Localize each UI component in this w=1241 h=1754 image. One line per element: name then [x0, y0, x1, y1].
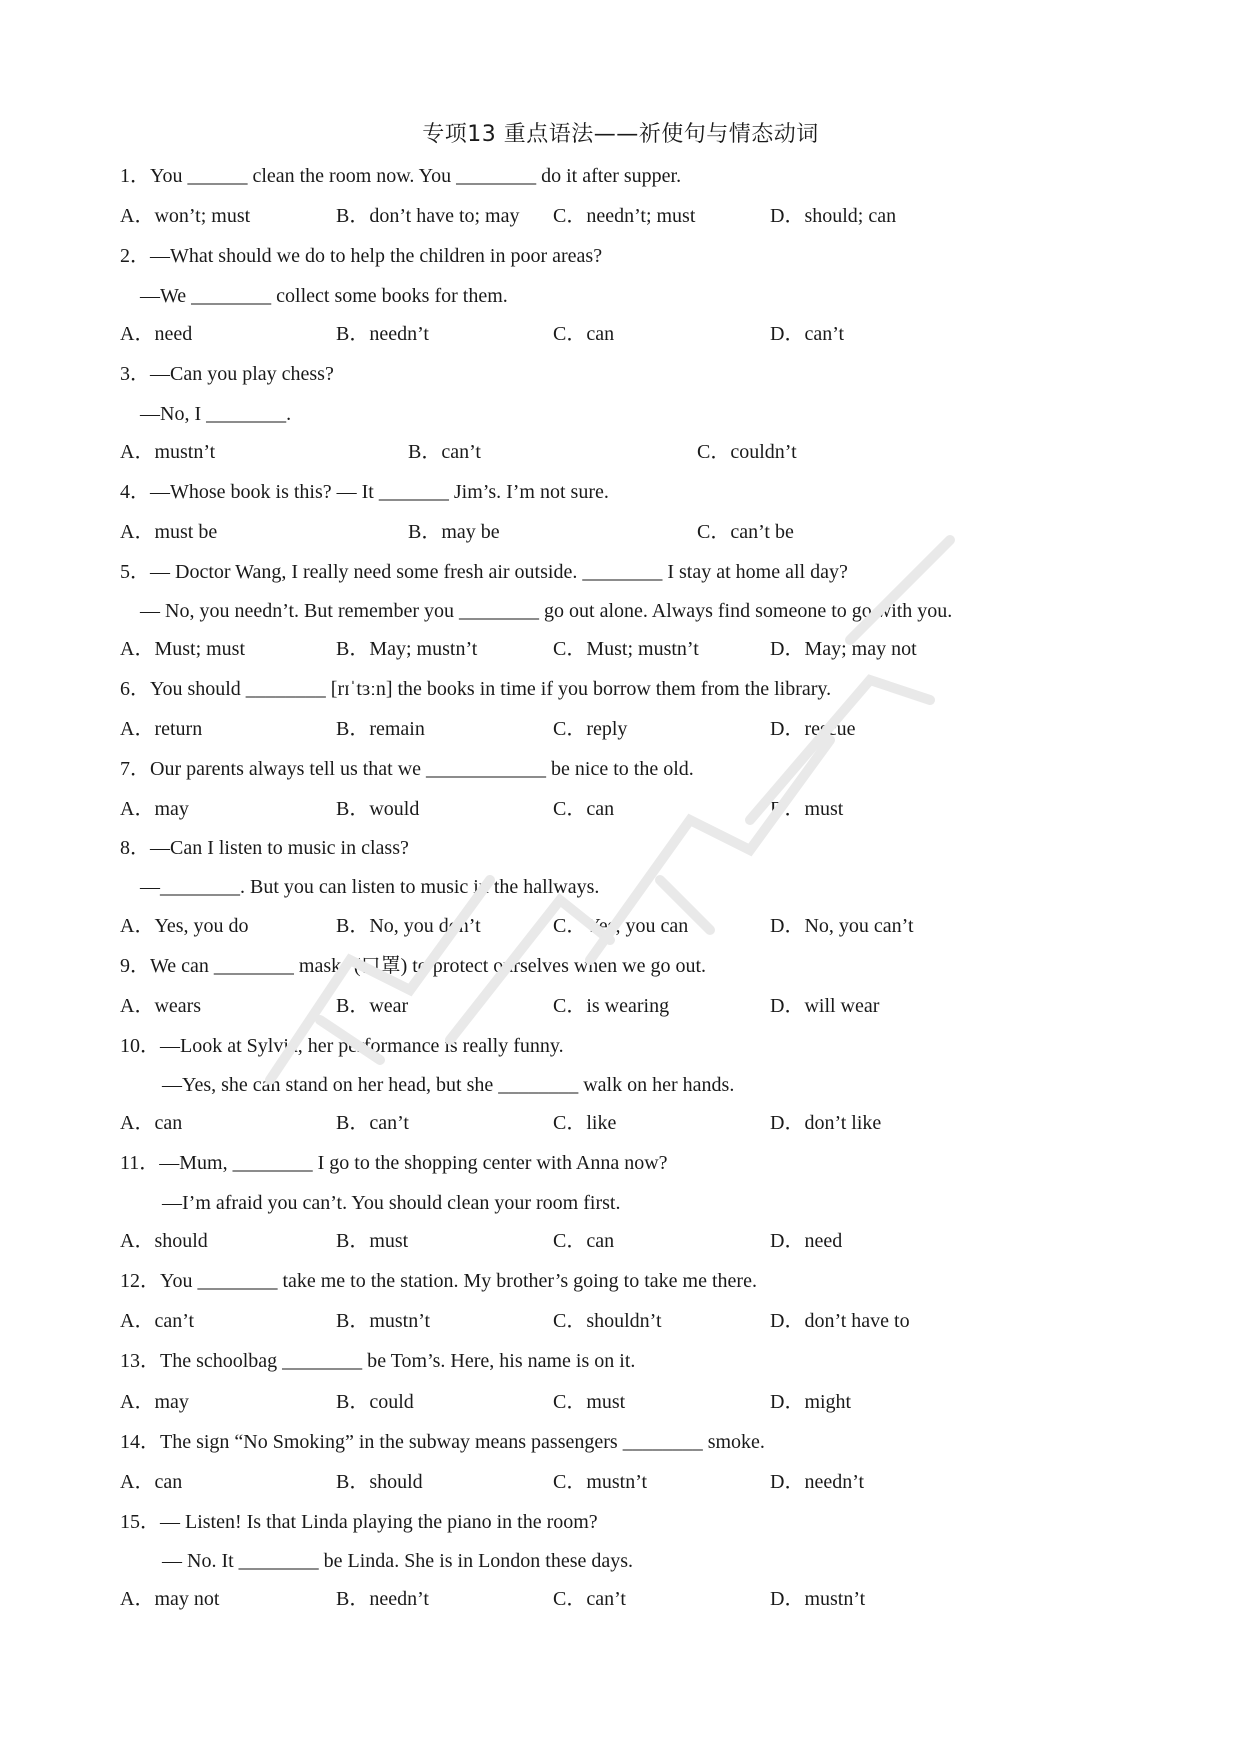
option-d[interactable]: D．can’t [770, 323, 845, 345]
question-8-reply: —________. But you can listen to music in the hallways. [140, 876, 600, 898]
option-d[interactable]: D．No, you can’t [770, 915, 914, 937]
option-b[interactable]: B．may be [408, 521, 500, 543]
question-12-stem: 12．You ________ take me to the station. My brother’s going to take me there. [120, 1270, 757, 1292]
option-d[interactable]: D．will wear [770, 995, 880, 1017]
option-b[interactable]: B．should [336, 1471, 423, 1493]
option-a[interactable]: A．wears [120, 995, 202, 1017]
question-4-options [0, 520, 1241, 544]
option-c[interactable]: C．can [553, 798, 615, 820]
question-3-reply: —No, I ________. [140, 403, 292, 425]
option-b[interactable]: B．could [336, 1391, 414, 1413]
question-1-options [0, 204, 1241, 228]
question-1-stem: 1．You ______ clean the room now. You ________ do it after supper. [120, 165, 682, 187]
option-b[interactable]: B．No, you don’t [336, 915, 481, 937]
option-a[interactable]: A．should [120, 1230, 208, 1252]
option-d[interactable]: D．don’t like [770, 1112, 882, 1134]
option-a[interactable]: A．return [120, 718, 203, 740]
option-d[interactable]: D．must [770, 798, 844, 820]
option-b[interactable]: B．remain [336, 718, 425, 740]
question-7-options [0, 797, 1241, 821]
option-b[interactable]: B．wear [336, 995, 409, 1017]
question-9-stem: 9．We can ________ masks (口罩) to protect ourselves when we go out. [120, 955, 707, 977]
question-15-stem: 15．— Listen! Is that Linda playing the piano in the room? [120, 1511, 598, 1533]
option-c[interactable]: C．shouldn’t [553, 1310, 662, 1332]
option-b[interactable]: B．must [336, 1230, 409, 1252]
option-a[interactable]: A．may not [120, 1588, 220, 1610]
option-c[interactable]: C．can’t [553, 1588, 626, 1610]
option-c[interactable]: C．couldn’t [697, 441, 797, 463]
question-4-stem: 4．—Whose book is this? — It _______ Jim’s. I’m not sure. [120, 481, 609, 503]
question-13-stem: 13．The schoolbag ________ be Tom’s. Here, his name is on it. [120, 1350, 636, 1372]
question-3-stem: 3．—Can you play chess? [120, 363, 334, 385]
option-a[interactable]: A．must be [120, 521, 218, 543]
option-c[interactable]: C．Must; mustn’t [553, 638, 699, 660]
option-d[interactable]: D．need [770, 1230, 843, 1252]
question-15-reply: — No. It ________ be Linda. She is in London these days. [162, 1550, 634, 1572]
option-b[interactable]: B．needn’t [336, 323, 429, 345]
option-c[interactable]: C．mustn’t [553, 1471, 648, 1493]
option-a[interactable]: A．can [120, 1112, 183, 1134]
option-b[interactable]: B．can’t [408, 441, 481, 463]
page-title: 专项13 重点语法——祈使句与情态动词 [422, 122, 819, 147]
option-a[interactable]: A．can’t [120, 1310, 195, 1332]
option-c[interactable]: C．needn’t; must [553, 205, 696, 227]
option-c[interactable]: C．can’t be [697, 521, 794, 543]
option-b[interactable]: B．can’t [336, 1112, 409, 1134]
option-d[interactable]: D．May; may not [770, 638, 917, 660]
option-c[interactable]: C．reply [553, 718, 628, 740]
option-d[interactable]: D．don’t have to [770, 1310, 910, 1332]
question-14-stem: 14．The sign “No Smoking” in the subway means passengers ________ smoke. [120, 1431, 765, 1453]
option-a[interactable]: A．Yes, you do [120, 915, 249, 937]
question-6-stem: 6．You should ________ [rɪˈtɜːn] the books in time if you borrow them from the library. [120, 678, 832, 700]
option-a[interactable]: A．need [120, 323, 193, 345]
question-2-options [0, 322, 1241, 346]
question-8-options [0, 914, 1241, 938]
question-2-stem: 2．—What should we do to help the children in poor areas? [120, 245, 603, 267]
option-d[interactable]: D．should; can [770, 205, 897, 227]
question-5-stem: 5．— Doctor Wang, I really need some fresh air outside. ________ I stay at home all day? [120, 561, 848, 583]
question-14-options [0, 1470, 1241, 1494]
option-d[interactable]: D．might [770, 1391, 852, 1413]
question-12-options [0, 1309, 1241, 1333]
question-9-options [0, 994, 1241, 1018]
option-b[interactable]: B．May; mustn’t [336, 638, 478, 660]
option-a[interactable]: A．may [120, 798, 189, 820]
question-13-options [0, 1390, 1241, 1414]
question-10-reply: —Yes, she can stand on her head, but she ________ walk on her hands. [162, 1074, 735, 1096]
question-8-stem: 8．—Can I listen to music in class? [120, 837, 409, 859]
question-10-stem: 10．—Look at Sylvia, her performance is really funny. [120, 1035, 564, 1057]
question-11-options [0, 1229, 1241, 1253]
option-b[interactable]: B．mustn’t [336, 1310, 431, 1332]
option-b[interactable]: B．needn’t [336, 1588, 429, 1610]
question-2-reply: —We ________ collect some books for them. [140, 285, 508, 307]
option-c[interactable]: C．like [553, 1112, 617, 1134]
question-11-stem: 11．—Mum, ________ I go to the shopping center with Anna now? [120, 1152, 668, 1174]
question-5-options [0, 637, 1241, 661]
option-a[interactable]: A．won’t; must [120, 205, 251, 227]
option-c[interactable]: C．can [553, 323, 615, 345]
question-3-options [0, 440, 1241, 464]
option-d[interactable]: D．needn’t [770, 1471, 865, 1493]
option-c[interactable]: C．can [553, 1230, 615, 1252]
option-a[interactable]: A．can [120, 1471, 183, 1493]
question-11-reply: —I’m afraid you can’t. You should clean your room first. [162, 1192, 621, 1214]
question-7-stem: 7．Our parents always tell us that we ____________ be nice to the old. [120, 758, 694, 780]
option-d[interactable]: D．rescue [770, 718, 856, 740]
question-15-options [0, 1587, 1241, 1611]
question-6-options [0, 717, 1241, 741]
option-a[interactable]: A．mustn’t [120, 441, 216, 463]
option-c[interactable]: C．must [553, 1391, 626, 1413]
question-10-options [0, 1111, 1241, 1135]
option-a[interactable]: A．Must; must [120, 638, 246, 660]
option-c[interactable]: C．is wearing [553, 995, 670, 1017]
question-5-reply: — No, you needn’t. But remember you ________ go out alone. Always find someone to go with you. [140, 600, 953, 622]
option-d[interactable]: D．mustn’t [770, 1588, 866, 1610]
option-c[interactable]: C．Yes, you can [553, 915, 689, 937]
option-a[interactable]: A．may [120, 1391, 189, 1413]
option-b[interactable]: B．don’t have to; may [336, 205, 520, 227]
option-b[interactable]: B．would [336, 798, 420, 820]
